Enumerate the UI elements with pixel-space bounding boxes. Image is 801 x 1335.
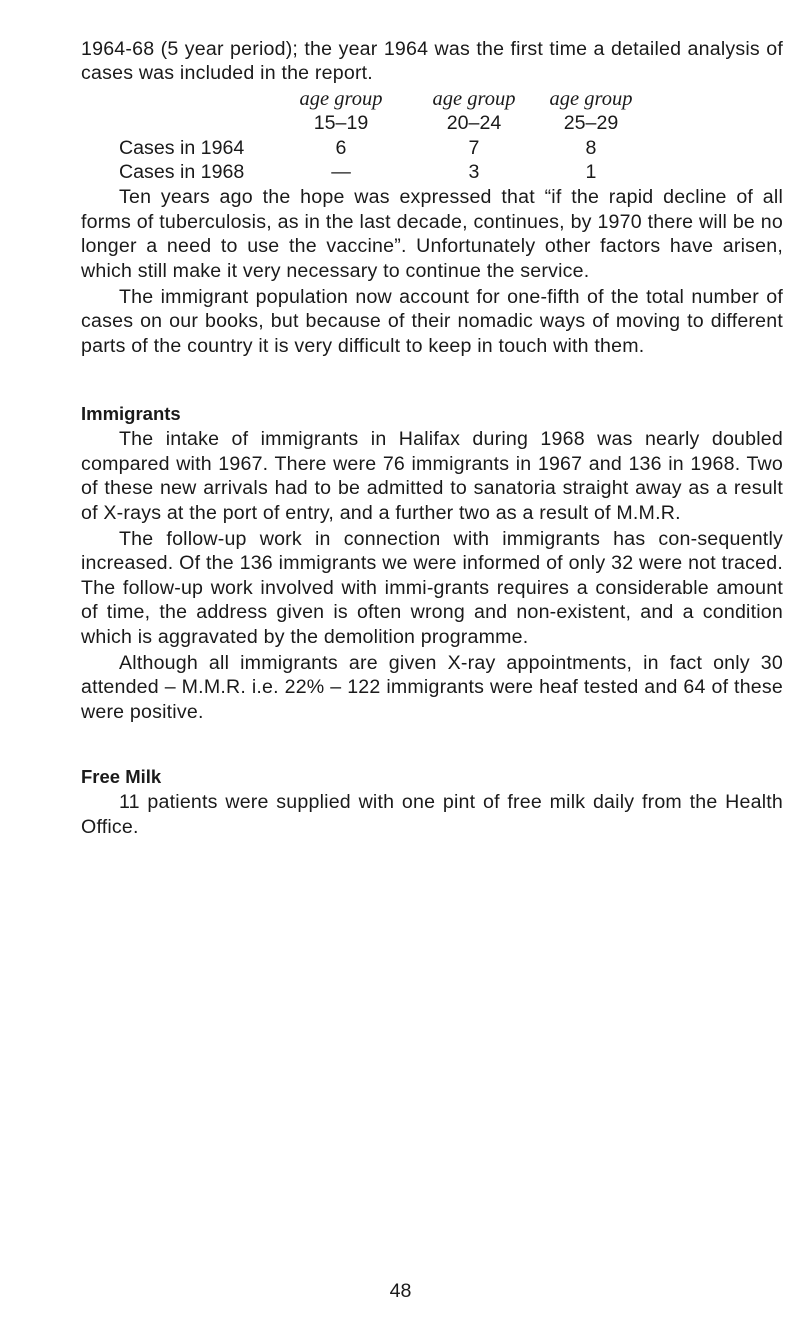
table-cell: 7: [468, 136, 480, 159]
header-age-group: age group: [432, 87, 516, 110]
page-content: [81, 37, 783, 839]
table-cell: —: [331, 161, 351, 184]
table-header-row: [81, 87, 645, 111]
table-header-row: [81, 111, 645, 135]
row-label: Cases in 1968: [119, 161, 245, 184]
table-row: [81, 136, 645, 160]
body-paragraph: The follow-up work in connection with immigrants has con-sequently increased. Of the 136 immigrants we were informed of only 32 were not traced. The follow-up work involved with immi-grants requires a considerable amount of time, the address given is often wrong and non-existent, and a condition which is aggravated by the demolition programme.: [81, 527, 783, 648]
table-cell: 8: [585, 136, 597, 159]
body-paragraph: Although all immigrants are given X-ray appointments, in fact only 30 attended – M.M.R. i.e. 22% – 122 immigrants were heaf tested and 64 of these were positive.: [81, 651, 783, 723]
table-cell: 1: [585, 161, 597, 184]
header-age-range: 20–24: [446, 112, 502, 135]
body-paragraph: The immigrant population now account for one-fifth of the total number of cases on our books, but because of their nomadic ways of moving to different parts of the country it is very difficult to keep in touch with them.: [81, 286, 783, 357]
body-paragraph: The intake of immigrants in Halifax during 1968 was nearly doubled compared with 1967. There were 76 immigrants in 1967 and 136 in 1968. Two of these new arrivals had to be admitted to sanatoria straight away as a result of X-rays at the port of entry, and a further two as a result of M.M.R.: [81, 428, 783, 524]
body-paragraph: 11 patients were supplied with one pint of free milk daily from the Health Office.: [81, 791, 783, 838]
body-paragraph: Ten years ago the hope was expressed that “if the rapid decline of all forms of tuberculosis, as in the last decade, continues, by 1970 there will be no longer a need to use the vaccine”. Unfortunately other factors have arisen, which still make it very necessary to continue the service.: [81, 186, 783, 282]
table-cell: 3: [468, 161, 480, 184]
row-label: Cases in 1964: [119, 136, 245, 159]
section-heading-free-milk: Free Milk: [81, 766, 162, 788]
table-row: [81, 160, 645, 184]
header-age-group: age group: [549, 87, 633, 110]
header-age-range: 15–19: [313, 112, 369, 135]
header-age-group: age group: [299, 87, 383, 110]
table-cell: 6: [335, 136, 347, 159]
cases-table: [81, 87, 645, 185]
intro-paragraph: 1964-68 (5 year period); the year 1964 was the first time a detailed analysis of cases was included in the report.: [81, 38, 783, 85]
header-age-range: 25–29: [563, 112, 619, 135]
section-heading-immigrants: Immigrants: [81, 403, 181, 425]
page-number: 48: [389, 1280, 412, 1302]
